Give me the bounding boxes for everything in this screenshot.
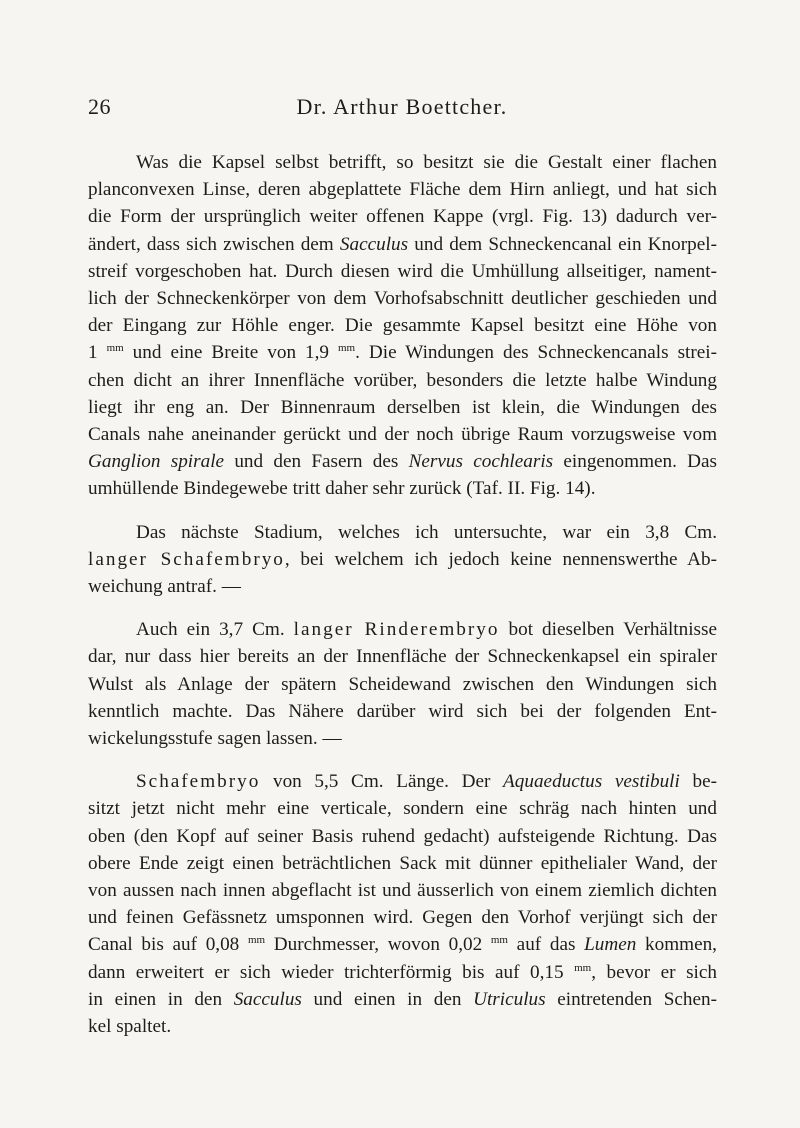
text-line: dar, nur dass hier bereits an der Innenfläche der Schneckenkapsel ein spiraler	[88, 646, 717, 668]
text-line: planconvexen Linse, deren abgeplattete Fläche dem Hirn anliegt, und hat sich	[88, 179, 717, 201]
unit-superscript: mm	[338, 342, 356, 355]
text-run: , bei welchem ich jedoch keine nennenswerthe Ab-	[284, 548, 717, 570]
unit-superscript: mm	[574, 961, 592, 974]
text-run: und dem Schneckencanal ein Knorpel-	[408, 233, 717, 255]
text-line: chen dicht an ihrer Innenfläche vorüber, besonders die letzte halbe Windung	[88, 369, 717, 391]
paragraph-1	[88, 149, 717, 503]
paragraph-3	[88, 616, 717, 752]
page-number: 26	[88, 94, 111, 119]
text-line: lich der Schneckenkörper von dem Vorhofsabschnitt deutlicher geschieden und	[88, 288, 717, 310]
latin-term: Sacculus	[339, 233, 409, 255]
text-run: von 5,5 Cm. Länge. Der	[260, 771, 504, 793]
text-run: in einen in den	[88, 988, 234, 1010]
text-run: dann erweitert er sich wieder trichterförmig bis auf 0,15	[88, 961, 575, 983]
spaced-term: langer Schafembryo	[88, 548, 285, 570]
text-line: obere Ende zeigt einen beträchtlichen Sack mit dünner epithelialer Wand, der	[88, 852, 717, 874]
text-line: die Form der ursprünglich weiter offenen Kappe (vrgl. Fig. 13) dadurch ver-	[88, 206, 717, 228]
text-line	[88, 448, 717, 475]
text-line	[88, 546, 717, 573]
text-run: bot dieselben Verhältnisse	[499, 619, 717, 641]
text-run: und den Fasern des	[224, 451, 409, 473]
text-line: umhüllende Bindegewebe tritt daher sehr zurück (Taf. II. Fig. 14).	[88, 478, 596, 500]
text-run: Auch ein 3,7 Cm.	[136, 619, 294, 641]
text-line: und feinen Gefässnetz umsponnen wird. Gegen den Vorhof verjüngt sich der	[88, 907, 717, 929]
body-text	[88, 149, 717, 1040]
text-line: von aussen nach innen abgeflacht ist und äusserlich von einem ziemlich dichten	[88, 880, 717, 902]
text-line	[88, 959, 717, 986]
text-line	[88, 986, 717, 1013]
latin-term: Ganglion spirale	[88, 451, 225, 473]
text-line	[88, 231, 717, 258]
latin-term: Nervus cochlearis	[408, 451, 554, 473]
text-run: und einen in den	[301, 988, 474, 1010]
text-run: 1	[88, 342, 107, 364]
text-run: Durchmesser, wovon 0,02	[265, 934, 491, 956]
text-run: Canal bis auf 0,08	[88, 934, 248, 956]
text-line: kel spaltet.	[88, 1016, 172, 1038]
text-run: be-	[679, 771, 718, 793]
page-header	[88, 94, 716, 124]
text-line	[88, 339, 717, 366]
text-run: eintretenden Schen-	[545, 988, 717, 1010]
text-run: und eine Breite von 1,9	[123, 342, 338, 364]
text-line: der Eingang zur Höhle enger. Die gesammte Kapsel besitzt eine Höhe von	[88, 315, 717, 337]
text-line: liegt ihr eng an. Der Binnenraum derselben ist klein, die Windungen des	[88, 396, 717, 418]
text-line: sitzt jetzt nicht mehr eine verticale, sondern eine schräg nach hinten und	[88, 798, 717, 820]
text-line: Wulst als Anlage der spätern Scheidewand zwischen den Windungen sich	[88, 673, 717, 695]
text-run: ändert, dass sich zwischen dem	[88, 233, 340, 255]
text-line	[88, 616, 717, 643]
paragraph-2	[88, 519, 717, 601]
text-line: streif vorgeschoben hat. Durch diesen wird die Umhüllung allseitiger, nament-	[88, 260, 717, 282]
paragraph-4	[88, 768, 717, 1040]
running-head: Dr. Arthur Boettcher.	[296, 94, 508, 119]
text-line	[88, 931, 717, 958]
text-run: , bevor er sich	[591, 961, 717, 983]
text-run: kommen,	[636, 934, 717, 956]
unit-superscript: mm	[247, 934, 266, 947]
text-run: auf das	[508, 934, 585, 956]
latin-term: Utriculus	[473, 988, 546, 1010]
spaced-term: langer Rinderembryo	[293, 619, 500, 641]
text-line: Was die Kapsel selbst betrifft, so besitzt sie die Gestalt einer flachen	[136, 152, 717, 173]
unit-superscript: mm	[106, 342, 124, 355]
text-run: eingenommen. Das	[553, 451, 717, 473]
latin-term: Lumen	[584, 934, 637, 956]
latin-term: Sacculus	[233, 988, 302, 1010]
latin-term: Aquaeductus vestibuli	[503, 771, 680, 793]
unit-superscript: mm	[490, 934, 508, 947]
text-line: kenntlich machte. Das Nähere darüber wird sich bei der folgenden Ent-	[88, 700, 717, 722]
text-line: weichung antraf. —	[88, 576, 241, 598]
text-line: Canals nahe aneinander gerückt und der noch übrige Raum vorzugsweise vom	[88, 424, 717, 446]
spaced-term: Schafembryo	[136, 771, 261, 793]
text-line: wickelungsstufe sagen lassen. —	[88, 728, 342, 750]
text-line: oben (den Kopf auf seiner Basis ruhend gedacht) aufsteigende Richtung. Das	[88, 825, 717, 847]
text-line	[88, 768, 717, 795]
text-run: . Die Windungen des Schneckencanals strei-	[355, 342, 717, 364]
text-line: Das nächste Stadium, welches ich untersuchte, war ein 3,8 Cm.	[136, 521, 717, 543]
